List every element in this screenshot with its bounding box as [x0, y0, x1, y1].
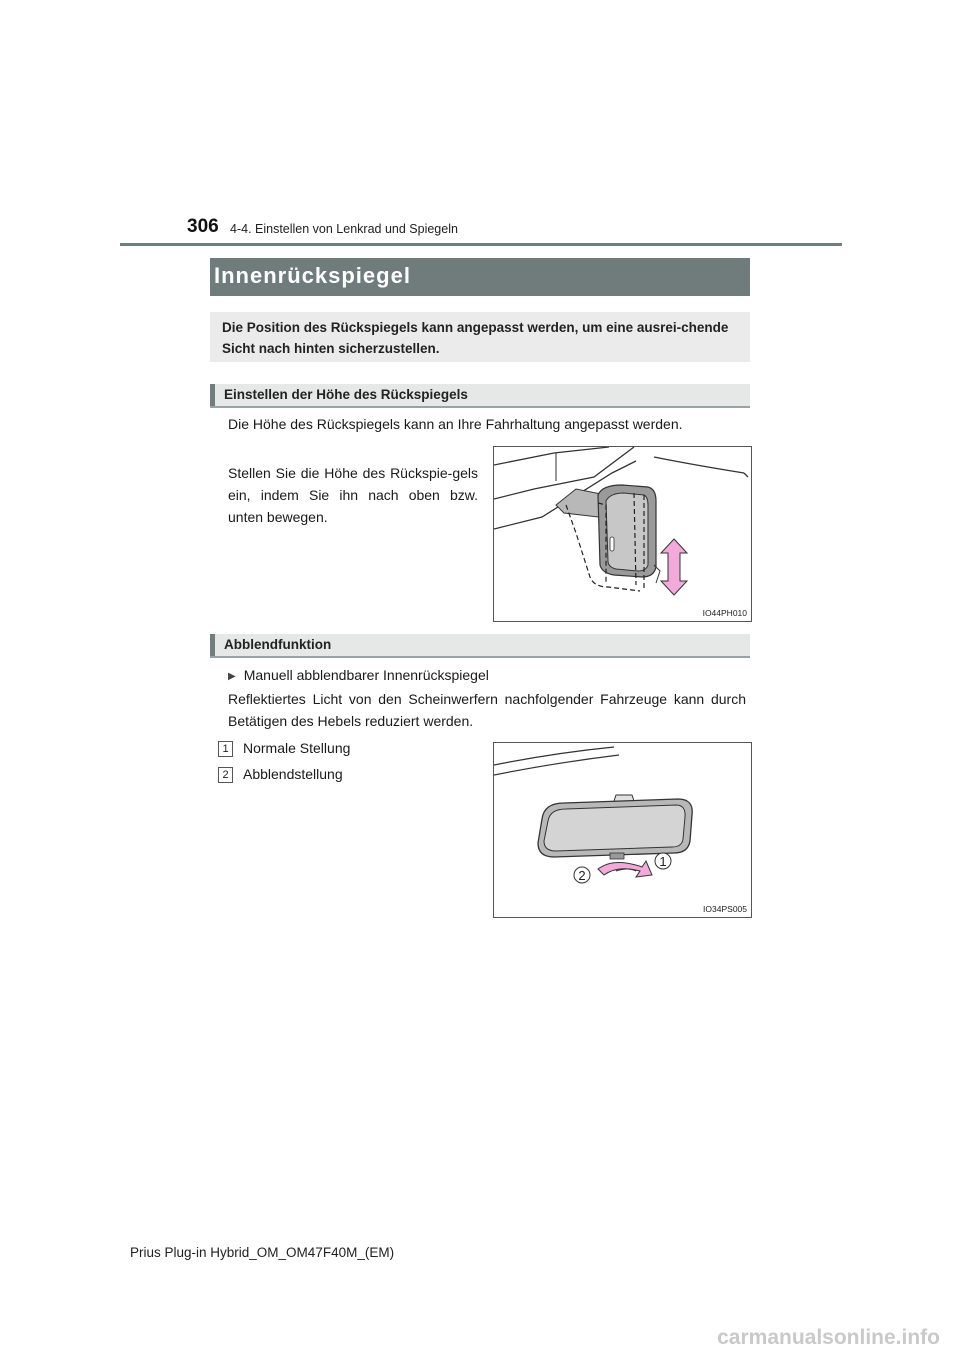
- number-badge: 1: [218, 741, 233, 757]
- watermark: carmanualsonline.info: [717, 1326, 940, 1349]
- triangle-bullet-icon: ▶: [228, 671, 236, 682]
- height-adjust-text: Die Höhe des Rückspiegels kann an Ihre Fahrhaltung angepasst werden.: [228, 416, 683, 432]
- bullet-text: Manuell abblendbarer Innenrückspiegel: [243, 667, 489, 683]
- dimming-text: Reflektiertes Licht von den Scheinwerfern nachfolgender Fahrzeuge kann durch Betätigen des Hebels reduziert werden.: [228, 691, 746, 729]
- page-number: 306: [187, 216, 219, 237]
- mirror-dimming-illustration: [494, 743, 751, 917]
- mirror-height-illustration: [494, 447, 751, 621]
- figure-mirror-dimming: [493, 742, 752, 918]
- intro-box: Die Position des Rückspiegels kann angepasst werden, um eine ausrei-chende Sicht nach hinten sicherzustellen.: [210, 312, 750, 362]
- height-adjust-instruction: Stellen Sie die Höhe des Rückspie-gels ein, indem Sie ihn nach oben bzw. unten bewegen.: [228, 465, 478, 525]
- bullet-item: [228, 664, 748, 688]
- footer-text: Prius Plug-in Hybrid_OM_OM47F40M_(EM): [130, 1245, 395, 1260]
- number-badge: 2: [218, 767, 233, 783]
- figure-mirror-height: [493, 446, 752, 622]
- item-label: Normale Stellung: [243, 740, 351, 756]
- chapter-title: 4-4. Einstellen von Lenkrad und Spiegeln: [230, 222, 458, 236]
- list-item: [218, 737, 350, 759]
- figure-code: IO44PH010: [702, 608, 747, 618]
- svg-text:2: 2: [578, 868, 586, 883]
- svg-text:1: 1: [659, 854, 667, 869]
- subheading-height-adjust: Einstellen der Höhe des Rückspiegels: [210, 384, 750, 408]
- section-title: Innenrückspiegel: [210, 258, 750, 296]
- figure-code: IO34PS005: [703, 904, 747, 914]
- list-item: [218, 763, 343, 785]
- header-rule: [120, 243, 842, 246]
- subheading-dimming: Abblendfunktion: [210, 634, 750, 658]
- item-label: Abblendstellung: [243, 766, 343, 782]
